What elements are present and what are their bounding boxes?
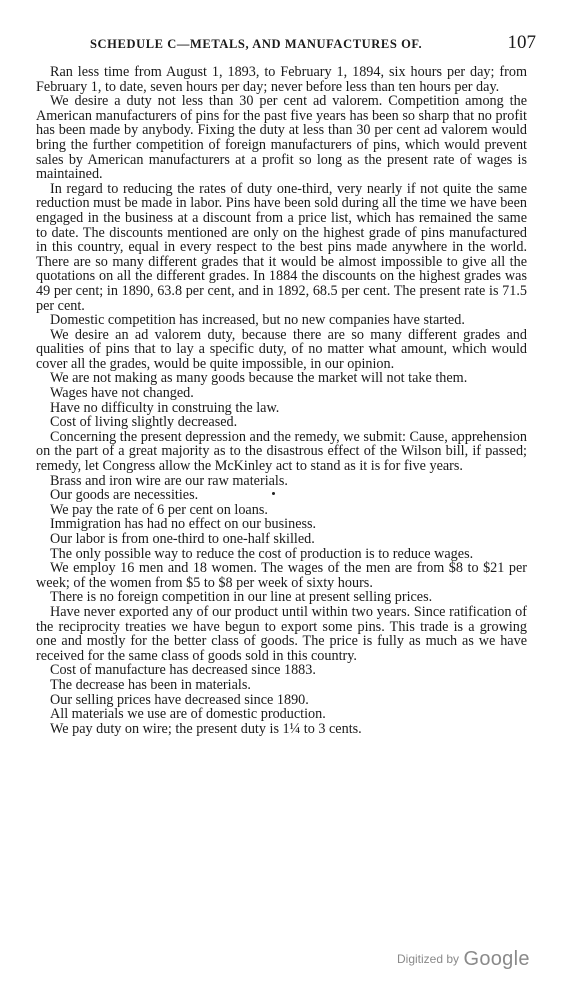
paragraph: Have no difficulty in construing the law. [50, 399, 280, 416]
paragraph: Cost of living slightly decreased. [50, 414, 238, 431]
paragraph: We pay the rate of 6 per cent on loans. [50, 501, 268, 518]
paragraph: In regard to reducing the rates of duty one-third, very nearly if not quite the same reduction must be made in labor. Pins have been sold during all the time we have been engaged in the business at a discount from a price list, which has remained the same to date. The discounts mentioned are only on the highest grade of pins manufactured in this country, equal in every respect to the best pins made anywhere in the world. There are so many different grades that it would be almost impossible to give all the quotations on all the different grades. In 1884 the discounts on the highest grades was 49 per cent; in 1890, 63.8 per cent, and in 1892, 68.5 per cent. The present rate is 71.5 per cent. [36, 180, 527, 314]
digitization-watermark [397, 948, 530, 971]
paragraph: We desire a duty not less than 30 per cent ad valorem. Competition among the American manufacturers of pins for the past five years has been so sharp that no profit has been made by anybody. Fixing the duty at less than 30 per cent ad valorem would bring the further competition of foreign manufacturers of pins, which would prevent sales by American manufacturers at a profit so long as the present rate of wages is maintained. [36, 93, 527, 183]
paragraph: We employ 16 men and 18 women. The wages of the men are from $8 to $21 per week; of the women from $5 to $8 per week of sixty hours. [36, 560, 527, 591]
paragraph: All materials we use are of domestic production. [50, 706, 326, 723]
paragraph: Brass and iron wire are our raw materials. [50, 472, 288, 489]
paragraph: The decrease has been in materials. [50, 676, 251, 693]
paragraph: The only possible way to reduce the cost of production is to reduce wages. [50, 545, 474, 562]
paragraph: Domestic competition has increased, but no new companies have started. [50, 312, 465, 329]
paragraph: There is no foreign competition in our line at present selling prices. [50, 589, 433, 606]
paragraph: Our labor is from one-third to one-half skilled. [50, 531, 315, 547]
paragraph: Our goods are necessities. [50, 487, 199, 504]
page-number: 107 [507, 32, 536, 53]
page-header [84, 34, 536, 56]
watermark-prefix: Digitized by [397, 952, 460, 966]
watermark-brand: Google [463, 948, 530, 970]
paragraph: Ran less time from August 1, 1893, to February 1, 1894, six hours per day; from February 1, to date, seven hours per day; never before less than ten hours per day. [36, 64, 527, 95]
running-head: SCHEDULE C—METALS, AND MANUFACTURES OF. [90, 37, 423, 51]
paragraph: Concerning the present depression and the remedy, we submit: Cause, apprehension on the part of a great majority as to the disastrous effect of the Wilson bill, if passed; remedy, let Congress allow the McKinley act to stand as it is for five years. [36, 428, 527, 475]
paragraph: Cost of manufacture has decreased since 1883. [50, 662, 316, 679]
paragraph: Have never exported any of our product until within two years. Since ratification of the reciprocity treaties we have begun to export some pins. This trade is a growing one and mostly for the better class of goods. The price is fully as much as we have received for the same class of goods sold in this country. [36, 603, 527, 664]
ink-speck [272, 492, 275, 495]
paragraph: We are not making as many goods because the market will not take them. [50, 370, 468, 387]
paragraph: Our selling prices have decreased since 1890. [50, 691, 309, 708]
paragraph: We pay duty on wire; the present duty is 1¼ to 3 cents. [50, 720, 362, 737]
paragraph: We desire an ad valorem duty, because there are so many different grades and qualities of pins that to lay a specific duty, of no matter what amount, which would cover all the grades, would be quite impossible, in our opinion. [36, 326, 527, 372]
body-text [36, 65, 527, 736]
paragraph: Immigration has had no effect on our business. [50, 516, 317, 533]
paragraph: Wages have not changed. [50, 385, 194, 402]
